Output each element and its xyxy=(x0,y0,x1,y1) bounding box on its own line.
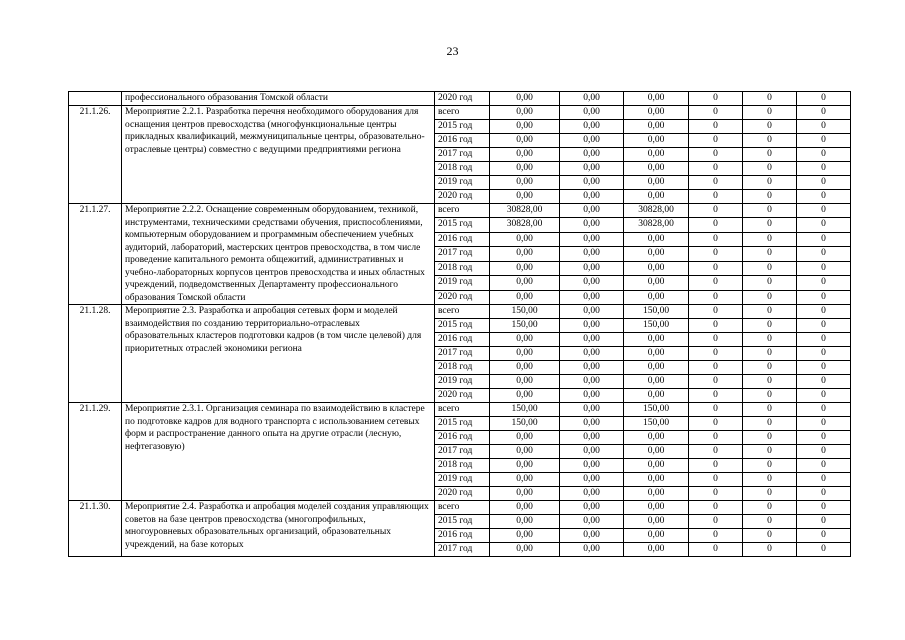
amount-cell: 0,00 xyxy=(624,389,689,403)
amount-cell: 0 xyxy=(797,120,851,134)
amount-cell: 0,00 xyxy=(624,333,689,347)
amount-cell: 0,00 xyxy=(560,148,624,162)
amount-cell: 0 xyxy=(743,204,797,218)
activity-description: профессионального образования Томской области xyxy=(122,92,435,106)
amount-cell: 0,00 xyxy=(624,445,689,459)
amount-cell: 150,00 xyxy=(624,319,689,333)
amount-cell: 0,00 xyxy=(560,106,624,120)
year-cell: 2020 год xyxy=(435,190,490,204)
amount-cell: 0 xyxy=(743,501,797,515)
amount-cell: 0 xyxy=(743,417,797,431)
amount-cell: 0 xyxy=(797,431,851,445)
amount-cell: 0,00 xyxy=(490,515,560,529)
amount-cell: 0 xyxy=(743,361,797,375)
year-cell: 2018 год xyxy=(435,361,490,375)
year-cell: 2016 год xyxy=(435,529,490,543)
amount-cell: 0,00 xyxy=(490,361,560,375)
amount-cell: 0 xyxy=(797,204,851,218)
amount-cell: 0 xyxy=(689,120,743,134)
amount-cell: 0 xyxy=(797,247,851,261)
page-number: 23 xyxy=(446,44,459,58)
amount-cell: 0 xyxy=(689,92,743,106)
year-cell: всего xyxy=(435,106,490,120)
amount-cell: 0,00 xyxy=(560,501,624,515)
table-row xyxy=(69,92,851,106)
amount-cell: 0,00 xyxy=(624,92,689,106)
amount-cell: 0,00 xyxy=(624,361,689,375)
amount-cell: 0 xyxy=(689,473,743,487)
amount-cell: 0 xyxy=(689,529,743,543)
amount-cell: 0 xyxy=(689,487,743,501)
amount-cell: 0 xyxy=(689,106,743,120)
amount-cell: 0 xyxy=(689,247,743,261)
year-cell: 2018 год xyxy=(435,261,490,275)
amount-cell: 0,00 xyxy=(624,515,689,529)
amount-cell: 0 xyxy=(797,529,851,543)
amount-cell: 0 xyxy=(743,148,797,162)
amount-cell: 0,00 xyxy=(560,473,624,487)
amount-cell: 0 xyxy=(797,375,851,389)
activity-description: Мероприятие 2.2.1. Разработка перечня необходимого оборудования для оснащения центров превосходства (многофункциональные центры прикладных квалификаций, межмуниципальные центры, образовательно-отраслевые центры) совместно с ведущими предприятиями региона xyxy=(122,106,435,204)
year-cell: 2015 год xyxy=(435,120,490,134)
amount-cell: 0,00 xyxy=(490,290,560,304)
amount-cell: 0 xyxy=(689,389,743,403)
amount-cell: 0,00 xyxy=(560,305,624,319)
amount-cell: 0,00 xyxy=(490,333,560,347)
year-cell: 2019 год xyxy=(435,176,490,190)
amount-cell: 0,00 xyxy=(624,148,689,162)
activity-description: Мероприятие 2.2.2. Оснащение современным оборудованием, техникой, инструментами, техническими средствами обучения, приспособлениями, компьютерным оборудованием и программным обеспечением учебных аудиторий, лабораторий, мастерских центров превосходства, в том числе проведение капитального ремонта общежитий, административных и учебно-лабораторных корпусов центров превосходства и иных областных учреждений, подведомственных Департаменту профессионального образования Томской области xyxy=(122,204,435,305)
amount-cell: 0 xyxy=(743,445,797,459)
amount-cell: 0,00 xyxy=(560,515,624,529)
amount-cell: 0 xyxy=(689,417,743,431)
table-row xyxy=(69,501,851,515)
amount-cell: 0,00 xyxy=(490,459,560,473)
amount-cell: 0 xyxy=(797,347,851,361)
table-row xyxy=(69,204,851,218)
amount-cell: 0 xyxy=(743,543,797,557)
amount-cell: 30828,00 xyxy=(490,218,560,232)
amount-cell: 0,00 xyxy=(624,232,689,246)
amount-cell: 0,00 xyxy=(490,162,560,176)
amount-cell: 0 xyxy=(689,361,743,375)
table-row xyxy=(69,106,851,120)
amount-cell: 0,00 xyxy=(624,261,689,275)
year-cell: 2019 год xyxy=(435,473,490,487)
year-cell: 2020 год xyxy=(435,389,490,403)
budget-table xyxy=(68,91,851,557)
amount-cell: 0,00 xyxy=(560,431,624,445)
amount-cell: 0 xyxy=(797,333,851,347)
amount-cell: 0 xyxy=(797,162,851,176)
amount-cell: 0,00 xyxy=(560,375,624,389)
amount-cell: 0 xyxy=(797,261,851,275)
amount-cell: 0 xyxy=(689,134,743,148)
amount-cell: 0,00 xyxy=(490,389,560,403)
amount-cell: 0,00 xyxy=(490,247,560,261)
amount-cell: 0,00 xyxy=(560,218,624,232)
amount-cell: 0,00 xyxy=(624,290,689,304)
year-cell: 2016 год xyxy=(435,333,490,347)
activity-number: 21.1.28. xyxy=(69,305,122,403)
amount-cell: 0,00 xyxy=(560,347,624,361)
amount-cell: 0 xyxy=(689,501,743,515)
amount-cell: 0 xyxy=(743,261,797,275)
amount-cell: 0 xyxy=(797,190,851,204)
amount-cell: 0,00 xyxy=(560,92,624,106)
amount-cell: 0 xyxy=(743,106,797,120)
amount-cell: 0 xyxy=(797,515,851,529)
activity-number: 21.1.30. xyxy=(69,501,122,557)
amount-cell: 0,00 xyxy=(490,487,560,501)
amount-cell: 0 xyxy=(743,190,797,204)
amount-cell: 0,00 xyxy=(624,276,689,290)
amount-cell: 0 xyxy=(689,459,743,473)
amount-cell: 0 xyxy=(689,218,743,232)
amount-cell: 0 xyxy=(743,473,797,487)
amount-cell: 0 xyxy=(743,92,797,106)
amount-cell: 0 xyxy=(689,319,743,333)
amount-cell: 0 xyxy=(797,361,851,375)
amount-cell: 0,00 xyxy=(560,459,624,473)
amount-cell: 0,00 xyxy=(490,473,560,487)
amount-cell: 0 xyxy=(797,106,851,120)
amount-cell: 0 xyxy=(743,403,797,417)
amount-cell: 0,00 xyxy=(624,487,689,501)
amount-cell: 0 xyxy=(689,261,743,275)
year-cell: 2016 год xyxy=(435,431,490,445)
amount-cell: 0 xyxy=(689,375,743,389)
amount-cell: 0 xyxy=(743,120,797,134)
amount-cell: 0 xyxy=(743,431,797,445)
amount-cell: 0,00 xyxy=(560,276,624,290)
budget-table-body xyxy=(69,92,851,557)
amount-cell: 0,00 xyxy=(624,375,689,389)
amount-cell: 0,00 xyxy=(624,543,689,557)
amount-cell: 0,00 xyxy=(624,473,689,487)
amount-cell: 0,00 xyxy=(560,543,624,557)
amount-cell: 0,00 xyxy=(560,417,624,431)
amount-cell: 0 xyxy=(689,204,743,218)
amount-cell: 0 xyxy=(743,487,797,501)
amount-cell: 0 xyxy=(797,473,851,487)
amount-cell: 0 xyxy=(689,431,743,445)
year-cell: всего xyxy=(435,501,490,515)
amount-cell: 0,00 xyxy=(560,333,624,347)
amount-cell: 0,00 xyxy=(560,389,624,403)
amount-cell: 0 xyxy=(797,134,851,148)
year-cell: 2020 год xyxy=(435,487,490,501)
amount-cell: 0,00 xyxy=(560,176,624,190)
year-cell: 2015 год xyxy=(435,218,490,232)
amount-cell: 0,00 xyxy=(624,431,689,445)
amount-cell: 0 xyxy=(689,148,743,162)
year-cell: 2019 год xyxy=(435,276,490,290)
year-cell: всего xyxy=(435,403,490,417)
amount-cell: 0,00 xyxy=(560,134,624,148)
amount-cell: 0 xyxy=(797,176,851,190)
amount-cell: 0,00 xyxy=(560,190,624,204)
amount-cell: 0 xyxy=(689,176,743,190)
amount-cell: 0,00 xyxy=(490,120,560,134)
amount-cell: 0 xyxy=(797,501,851,515)
amount-cell: 0 xyxy=(797,305,851,319)
year-cell: 2017 год xyxy=(435,148,490,162)
amount-cell: 30828,00 xyxy=(624,218,689,232)
amount-cell: 0,00 xyxy=(490,347,560,361)
amount-cell: 0 xyxy=(797,403,851,417)
amount-cell: 0 xyxy=(797,445,851,459)
amount-cell: 0,00 xyxy=(490,375,560,389)
activity-number: 21.1.27. xyxy=(69,204,122,305)
amount-cell: 0 xyxy=(689,445,743,459)
amount-cell: 0,00 xyxy=(490,445,560,459)
amount-cell: 0,00 xyxy=(624,529,689,543)
activity-number: 21.1.29. xyxy=(69,403,122,501)
amount-cell: 0 xyxy=(689,190,743,204)
amount-cell: 150,00 xyxy=(624,403,689,417)
year-cell: 2018 год xyxy=(435,162,490,176)
amount-cell: 0,00 xyxy=(624,347,689,361)
amount-cell: 0 xyxy=(743,162,797,176)
amount-cell: 0 xyxy=(797,232,851,246)
amount-cell: 0,00 xyxy=(490,501,560,515)
amount-cell: 0,00 xyxy=(624,134,689,148)
amount-cell: 0 xyxy=(689,276,743,290)
year-cell: 2020 год xyxy=(435,92,490,106)
amount-cell: 0,00 xyxy=(560,290,624,304)
amount-cell: 0 xyxy=(743,319,797,333)
amount-cell: 0 xyxy=(743,459,797,473)
amount-cell: 30828,00 xyxy=(490,204,560,218)
amount-cell: 0 xyxy=(797,319,851,333)
amount-cell: 0 xyxy=(689,515,743,529)
amount-cell: 0,00 xyxy=(624,247,689,261)
year-cell: 2018 год xyxy=(435,459,490,473)
amount-cell: 0,00 xyxy=(624,120,689,134)
year-cell: 2017 год xyxy=(435,445,490,459)
amount-cell: 0,00 xyxy=(490,134,560,148)
amount-cell: 0 xyxy=(797,417,851,431)
year-cell: 2019 год xyxy=(435,375,490,389)
year-cell: 2020 год xyxy=(435,290,490,304)
amount-cell: 0 xyxy=(743,305,797,319)
activity-number: 21.1.26. xyxy=(69,106,122,204)
amount-cell: 0,00 xyxy=(560,120,624,134)
amount-cell: 0,00 xyxy=(624,459,689,473)
amount-cell: 0 xyxy=(743,347,797,361)
amount-cell: 0,00 xyxy=(490,232,560,246)
amount-cell: 0,00 xyxy=(560,204,624,218)
activity-description: Мероприятие 2.4. Разработка и апробация моделей создания управляющих советов на базе центров превосходства (многопрофильных, многоуровневых образовательных организаций, образовательных учреждений, на базе которых xyxy=(122,501,435,557)
amount-cell: 0 xyxy=(689,347,743,361)
amount-cell: 0,00 xyxy=(490,106,560,120)
amount-cell: 150,00 xyxy=(490,319,560,333)
amount-cell: 0,00 xyxy=(560,162,624,176)
amount-cell: 0,00 xyxy=(490,543,560,557)
amount-cell: 0 xyxy=(689,290,743,304)
amount-cell: 0 xyxy=(689,162,743,176)
amount-cell: 150,00 xyxy=(624,305,689,319)
year-cell: 2015 год xyxy=(435,515,490,529)
amount-cell: 150,00 xyxy=(490,403,560,417)
amount-cell: 0,00 xyxy=(624,176,689,190)
amount-cell: 0,00 xyxy=(560,261,624,275)
amount-cell: 0,00 xyxy=(490,529,560,543)
amount-cell: 0 xyxy=(797,459,851,473)
amount-cell: 0,00 xyxy=(490,276,560,290)
amount-cell: 0 xyxy=(743,276,797,290)
amount-cell: 0 xyxy=(797,148,851,162)
amount-cell: 0,00 xyxy=(490,190,560,204)
amount-cell: 0,00 xyxy=(560,487,624,501)
year-cell: 2017 год xyxy=(435,543,490,557)
amount-cell: 150,00 xyxy=(624,417,689,431)
amount-cell: 0 xyxy=(689,543,743,557)
amount-cell: 0 xyxy=(797,92,851,106)
activity-description: Мероприятие 2.3.1. Организация семинара по взаимодействию в кластере по подготовке кадров для водного транспорта с использованием сетевых форм и распространение данного опыта на другие отрасли (лесную, нефтегазовую) xyxy=(122,403,435,501)
amount-cell: 0 xyxy=(797,276,851,290)
amount-cell: 0 xyxy=(689,232,743,246)
amount-cell: 0,00 xyxy=(490,92,560,106)
year-cell: 2015 год xyxy=(435,319,490,333)
amount-cell: 0,00 xyxy=(560,361,624,375)
activity-number xyxy=(69,92,122,106)
amount-cell: 0 xyxy=(689,333,743,347)
table-row xyxy=(69,403,851,417)
amount-cell: 0 xyxy=(743,529,797,543)
amount-cell: 0,00 xyxy=(560,445,624,459)
amount-cell: 150,00 xyxy=(490,305,560,319)
year-cell: 2017 год xyxy=(435,347,490,361)
year-cell: 2016 год xyxy=(435,232,490,246)
amount-cell: 0 xyxy=(743,134,797,148)
amount-cell: 0,00 xyxy=(624,501,689,515)
amount-cell: 0,00 xyxy=(560,403,624,417)
year-cell: 2015 год xyxy=(435,417,490,431)
amount-cell: 0,00 xyxy=(490,261,560,275)
amount-cell: 0 xyxy=(797,218,851,232)
amount-cell: 0 xyxy=(743,333,797,347)
amount-cell: 0 xyxy=(797,389,851,403)
year-cell: всего xyxy=(435,204,490,218)
amount-cell: 0 xyxy=(689,403,743,417)
amount-cell: 0,00 xyxy=(624,162,689,176)
amount-cell: 0,00 xyxy=(560,319,624,333)
amount-cell: 0,00 xyxy=(560,247,624,261)
amount-cell: 0 xyxy=(743,515,797,529)
amount-cell: 0 xyxy=(743,290,797,304)
amount-cell: 0,00 xyxy=(490,148,560,162)
year-cell: 2017 год xyxy=(435,247,490,261)
table-row xyxy=(69,305,851,319)
amount-cell: 0,00 xyxy=(560,529,624,543)
year-cell: всего xyxy=(435,305,490,319)
amount-cell: 30828,00 xyxy=(624,204,689,218)
amount-cell: 0 xyxy=(689,305,743,319)
amount-cell: 0 xyxy=(797,487,851,501)
amount-cell: 0 xyxy=(743,375,797,389)
amount-cell: 0 xyxy=(797,290,851,304)
year-cell: 2016 год xyxy=(435,134,490,148)
activity-description: Мероприятие 2.3. Разработка и апробация сетевых форм и моделей взаимодействия по созданию территориально-отраслевых образовательных кластеров подготовки кадров (в том числе целевой) для приоритетных отраслей экономики региона xyxy=(122,305,435,403)
amount-cell: 0 xyxy=(743,247,797,261)
amount-cell: 0,00 xyxy=(624,190,689,204)
amount-cell: 0,00 xyxy=(560,232,624,246)
amount-cell: 0 xyxy=(743,389,797,403)
amount-cell: 0 xyxy=(743,218,797,232)
amount-cell: 0,00 xyxy=(624,106,689,120)
amount-cell: 0,00 xyxy=(490,176,560,190)
amount-cell: 0 xyxy=(743,232,797,246)
amount-cell: 150,00 xyxy=(490,417,560,431)
amount-cell: 0,00 xyxy=(490,431,560,445)
amount-cell: 0 xyxy=(743,176,797,190)
amount-cell: 0 xyxy=(797,543,851,557)
